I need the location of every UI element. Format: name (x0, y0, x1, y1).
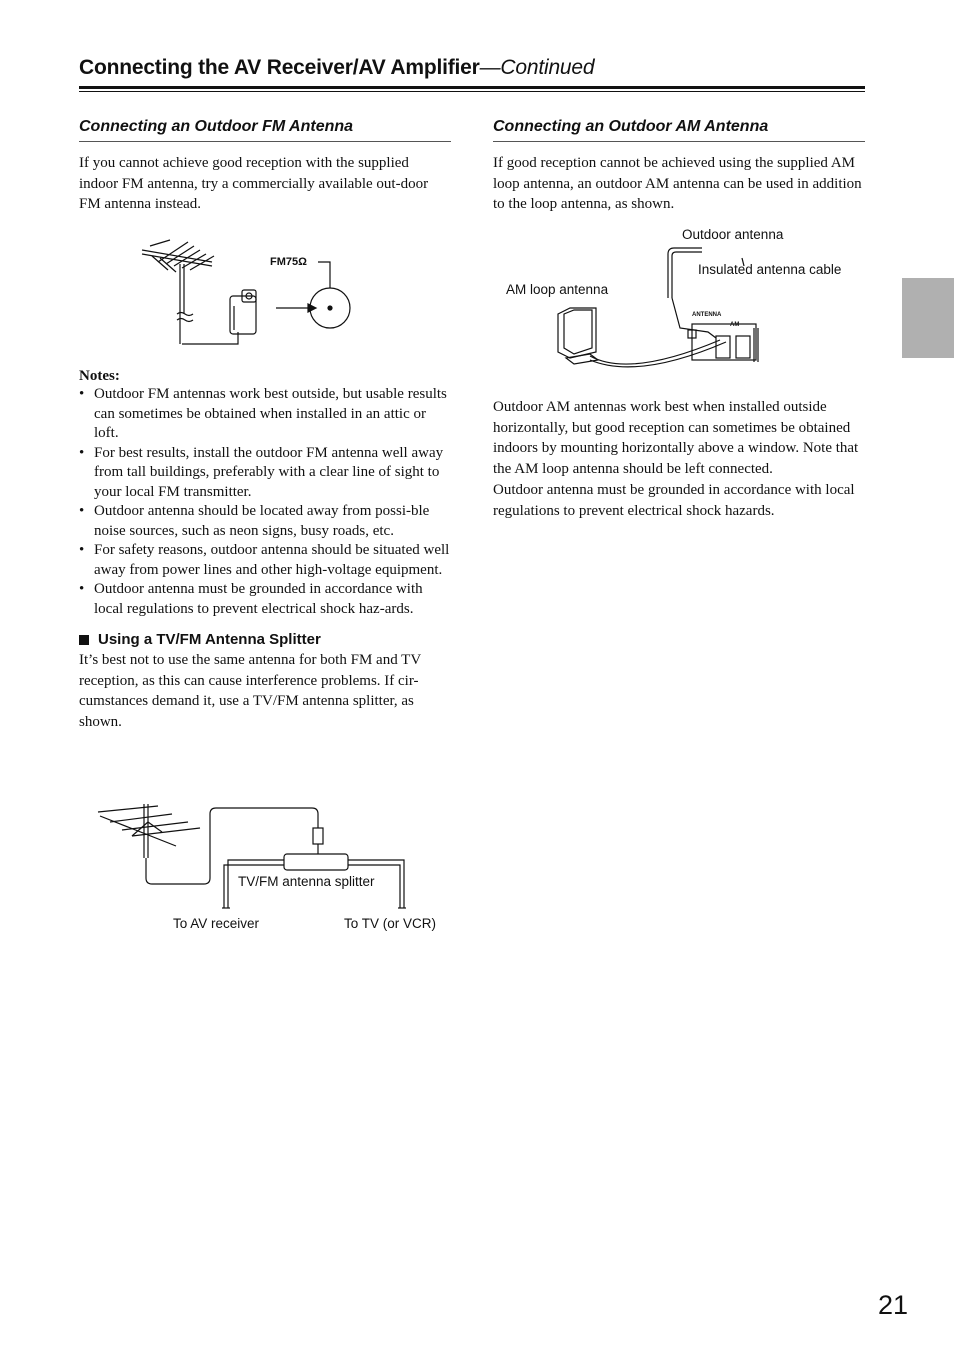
am-loop-label: AM loop antenna (506, 282, 609, 297)
header-rule-thin (79, 91, 865, 92)
note-item: • For best results, install the outdoor FM antenna well away from tall buildings, preferably with a clear line of sight to your local FM transmitter. (79, 444, 454, 503)
note-item: • Outdoor antenna must be grounded in accordance with local regulations to prevent electrical shock haz-ards. (79, 580, 454, 619)
fm-antenna-figure (130, 234, 370, 354)
note-item: • For safety reasons, outdoor antenna should be situated well away from power lines and other high-voltage equipment. (79, 541, 454, 580)
fm-notes (79, 368, 454, 732)
splitter-heading (79, 631, 454, 648)
header-rule-thick (79, 86, 865, 89)
header-title-text: Connecting the AV Receiver/AV Amplifier (79, 56, 480, 79)
splitter-label: TV/FM antenna splitter (238, 874, 375, 889)
am-body-text: Outdoor AM antennas work best when installed outside horizontally, but good reception can sometimes be obtained indoors by mounting horizontally above a window. Note that the AM loop antenna should be left connected. (493, 399, 859, 477)
fm-section-heading: Connecting an Outdoor FM Antenna (79, 118, 451, 142)
notes-list (79, 385, 454, 619)
outdoor-antenna-label: Outdoor antenna (682, 227, 784, 242)
panel-antenna-label: ANTENNA (692, 312, 722, 318)
insulated-cable-label: Insulated antenna cable (698, 262, 842, 277)
am-ground-note: Outdoor antenna must be grounded in accordance with local regulations to prevent electrical shock hazards. (493, 482, 855, 519)
splitter-heading-text: Using a TV/FM Antenna Splitter (98, 631, 321, 648)
to-tv-label: To TV (or VCR) (344, 916, 437, 931)
note-item: • Outdoor antenna should be located away from possi-ble noise sources, such as neon signs, busy roads, etc. (79, 502, 454, 541)
square-bullet-icon (79, 635, 89, 645)
page-number: 21 (878, 1290, 909, 1320)
am-section-heading: Connecting an Outdoor AM Antenna (493, 118, 865, 142)
page-header-title (79, 56, 594, 80)
fm-section (79, 118, 451, 215)
notes-title: Notes: (79, 368, 120, 384)
fm75-label: FM75Ω (270, 256, 307, 268)
am-section (493, 118, 865, 215)
fm-intro-text: If you cannot achieve good reception with the supplied indoor FM antenna, try a commercially available out-door FM antenna instead. (79, 155, 429, 212)
splitter-text: It’s best not to use the same antenna for both FM and TV reception, as this can cause interference problems. If cir-cumstances demand it, use a TV/FM antenna splitter, as shown. (79, 652, 421, 730)
header-continued: —Continued (479, 56, 595, 79)
to-av-receiver-label: To AV receiver (173, 916, 260, 931)
note-item: • Outdoor FM antennas work best outside, but usable results can sometimes be obtained when installed in an attic or loft. (79, 385, 454, 444)
splitter-figure (92, 798, 422, 918)
section-side-tab (902, 278, 954, 358)
am-body (493, 386, 868, 521)
am-intro-text: If good reception cannot be achieved using the supplied AM loop antenna, an outdoor AM antenna can be used in addition to the loop antenna, as shown. (493, 155, 862, 212)
panel-am-label: AM (730, 322, 740, 328)
